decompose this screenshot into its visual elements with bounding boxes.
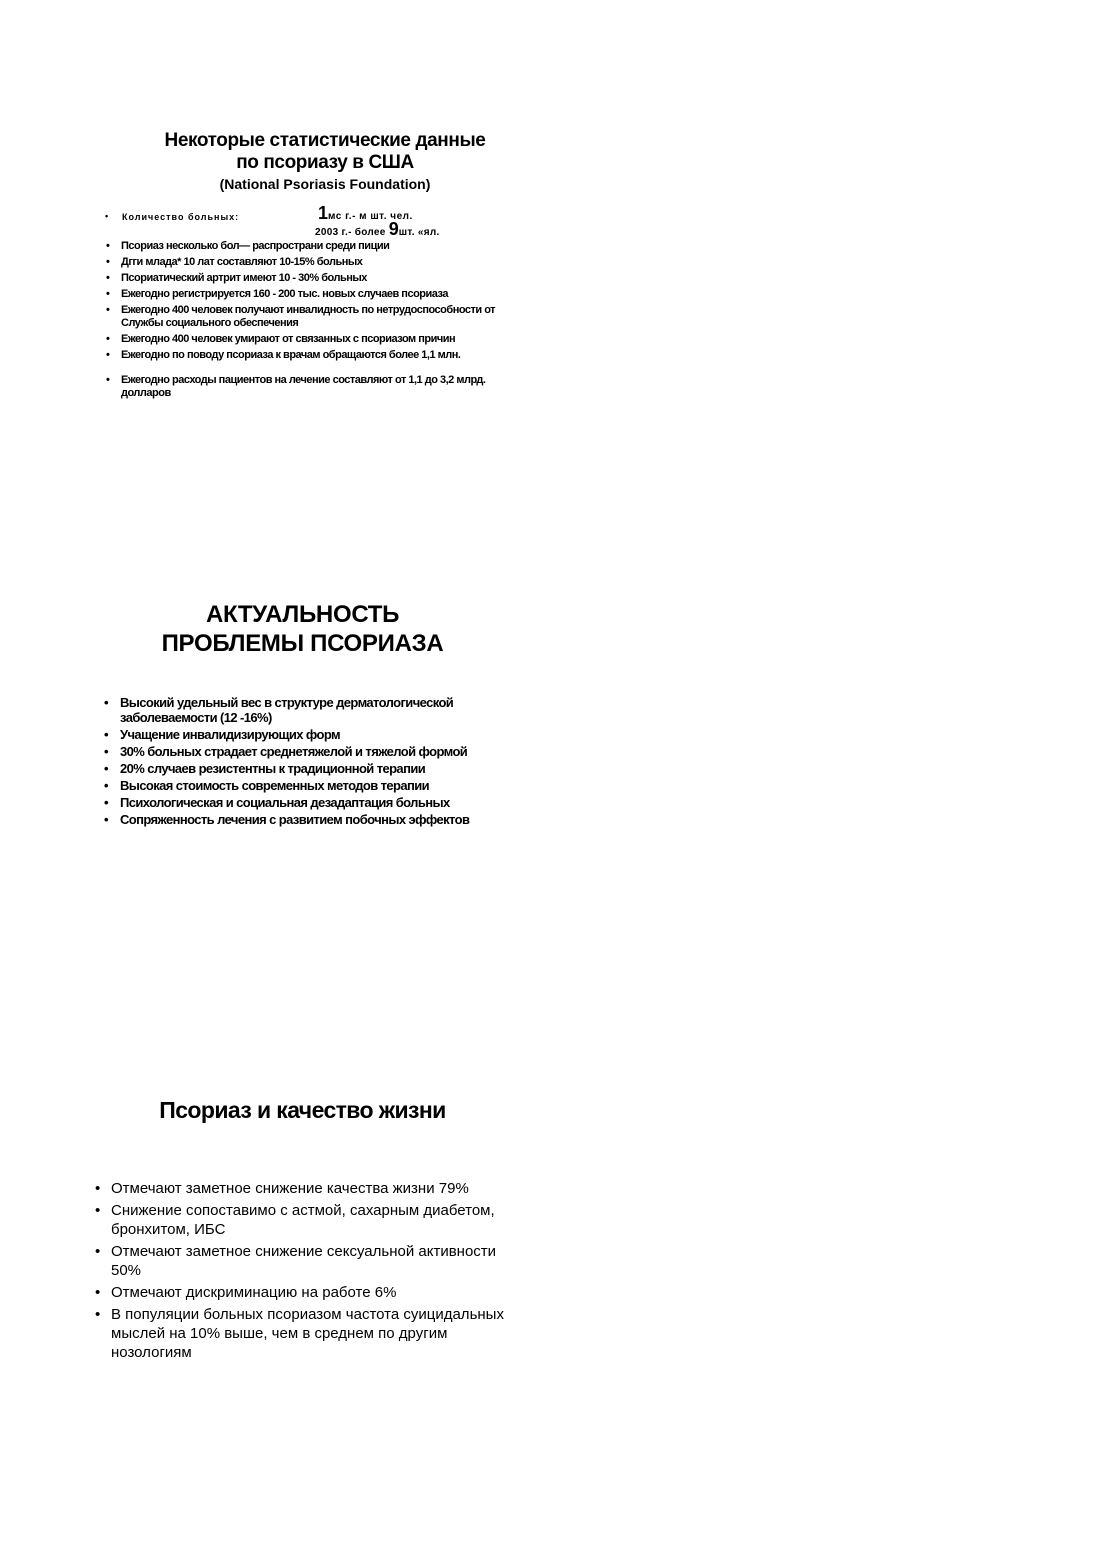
list-item: • Дгги млада* 10 лат составляют 10-15% больных — [104, 256, 524, 269]
list-item: • Психологическая и социальная дезадаптация больных — [102, 795, 522, 810]
list-item: • Ежегодно 400 человек получают инвалидность по нетрудоспособности от Службы социального обеспечения — [104, 304, 524, 330]
patient-count-value2-big: 9 — [388, 219, 399, 239]
patient-count-value1-big: 1 — [318, 203, 329, 223]
list-item: • Снижение сопоставимо с астмой, сахарным диабетом, бронхитом, ИБС — [92, 1201, 522, 1239]
list-item: • Ежегодно 400 человек умирают от связанных с псориазом причин — [104, 333, 524, 346]
patient-count-value2 — [315, 219, 440, 240]
patient-count-value2-rest: шт. «ял. — [398, 227, 440, 238]
list-item: • Псориатический артрит имеют 10 - 30% больных — [104, 272, 524, 285]
patient-count-label: Количество больных: — [122, 212, 240, 222]
list-item: • Сопряженность лечения с развитием побочных эффектов — [102, 812, 522, 827]
list-item: • Псориаз несколько бол— распространи среди пиции — [104, 240, 524, 253]
patient-count-value1-rest: мс г.- м шт. чел. — [328, 211, 413, 222]
slide2-title — [110, 600, 495, 658]
list-item: • В популяции больных псориазом частота суицидальных мыслей на 10% выше, чем в среднем по другим нозологиям — [92, 1305, 522, 1362]
list-item: • Высокий удельный вес в структуре дерматологической заболеваемости (12 -16%) — [102, 695, 522, 725]
list-item: • Отмечают заметное снижение сексуальной активности 50% — [92, 1242, 522, 1280]
list-item: • 30% больных страдает среднетяжелой и тяжелой формой — [102, 744, 522, 759]
bullet: • — [105, 211, 109, 221]
slide1-title-line2: по псориазу в США — [236, 152, 414, 173]
slide2-title-line2: ПРОБЛЕМЫ ПСОРИАЗА — [161, 630, 444, 657]
list-item: • Учащение инвалидизирующих форм — [102, 727, 522, 742]
slide1-source: (National Psoriasis Foundation) — [219, 176, 431, 192]
list-item: • Отмечают дискриминацию на работе 6% — [92, 1283, 522, 1302]
slide3-title: Псориаз и качество жизни — [159, 1097, 446, 1123]
list-item: • Отмечают заметное снижение качества жизни 79% — [92, 1179, 522, 1198]
slide2-title-line1: АКТУАЛЬНОСТЬ — [205, 601, 400, 628]
list-item: • Ежегодно по поводу псориаза к врачам обращаются более 1,1 млн. — [104, 349, 524, 362]
slide2-relevance-list — [102, 695, 522, 829]
slide3-quality-list — [92, 1179, 522, 1365]
list-item: • Высокая стоимость современных методов терапии — [102, 778, 522, 793]
slide1-title-line1: Некоторые статистические данные — [164, 130, 486, 151]
slide1-title — [130, 130, 520, 174]
list-item: • Ежегодно регистрируется 160 - 200 тыс. новых случаев псориаза — [104, 288, 524, 301]
slide1-stats-list — [104, 240, 524, 403]
patient-count-row — [100, 203, 540, 239]
list-item: • 20% случаев резистентны к традиционной терапии — [102, 761, 522, 776]
list-item: • Ежегодно расходы пациентов на лечение составляют от 1,1 до 3,2 млрд. долларов — [104, 374, 524, 400]
patient-count-value2-prefix: 2003 г.- более — [315, 227, 389, 238]
